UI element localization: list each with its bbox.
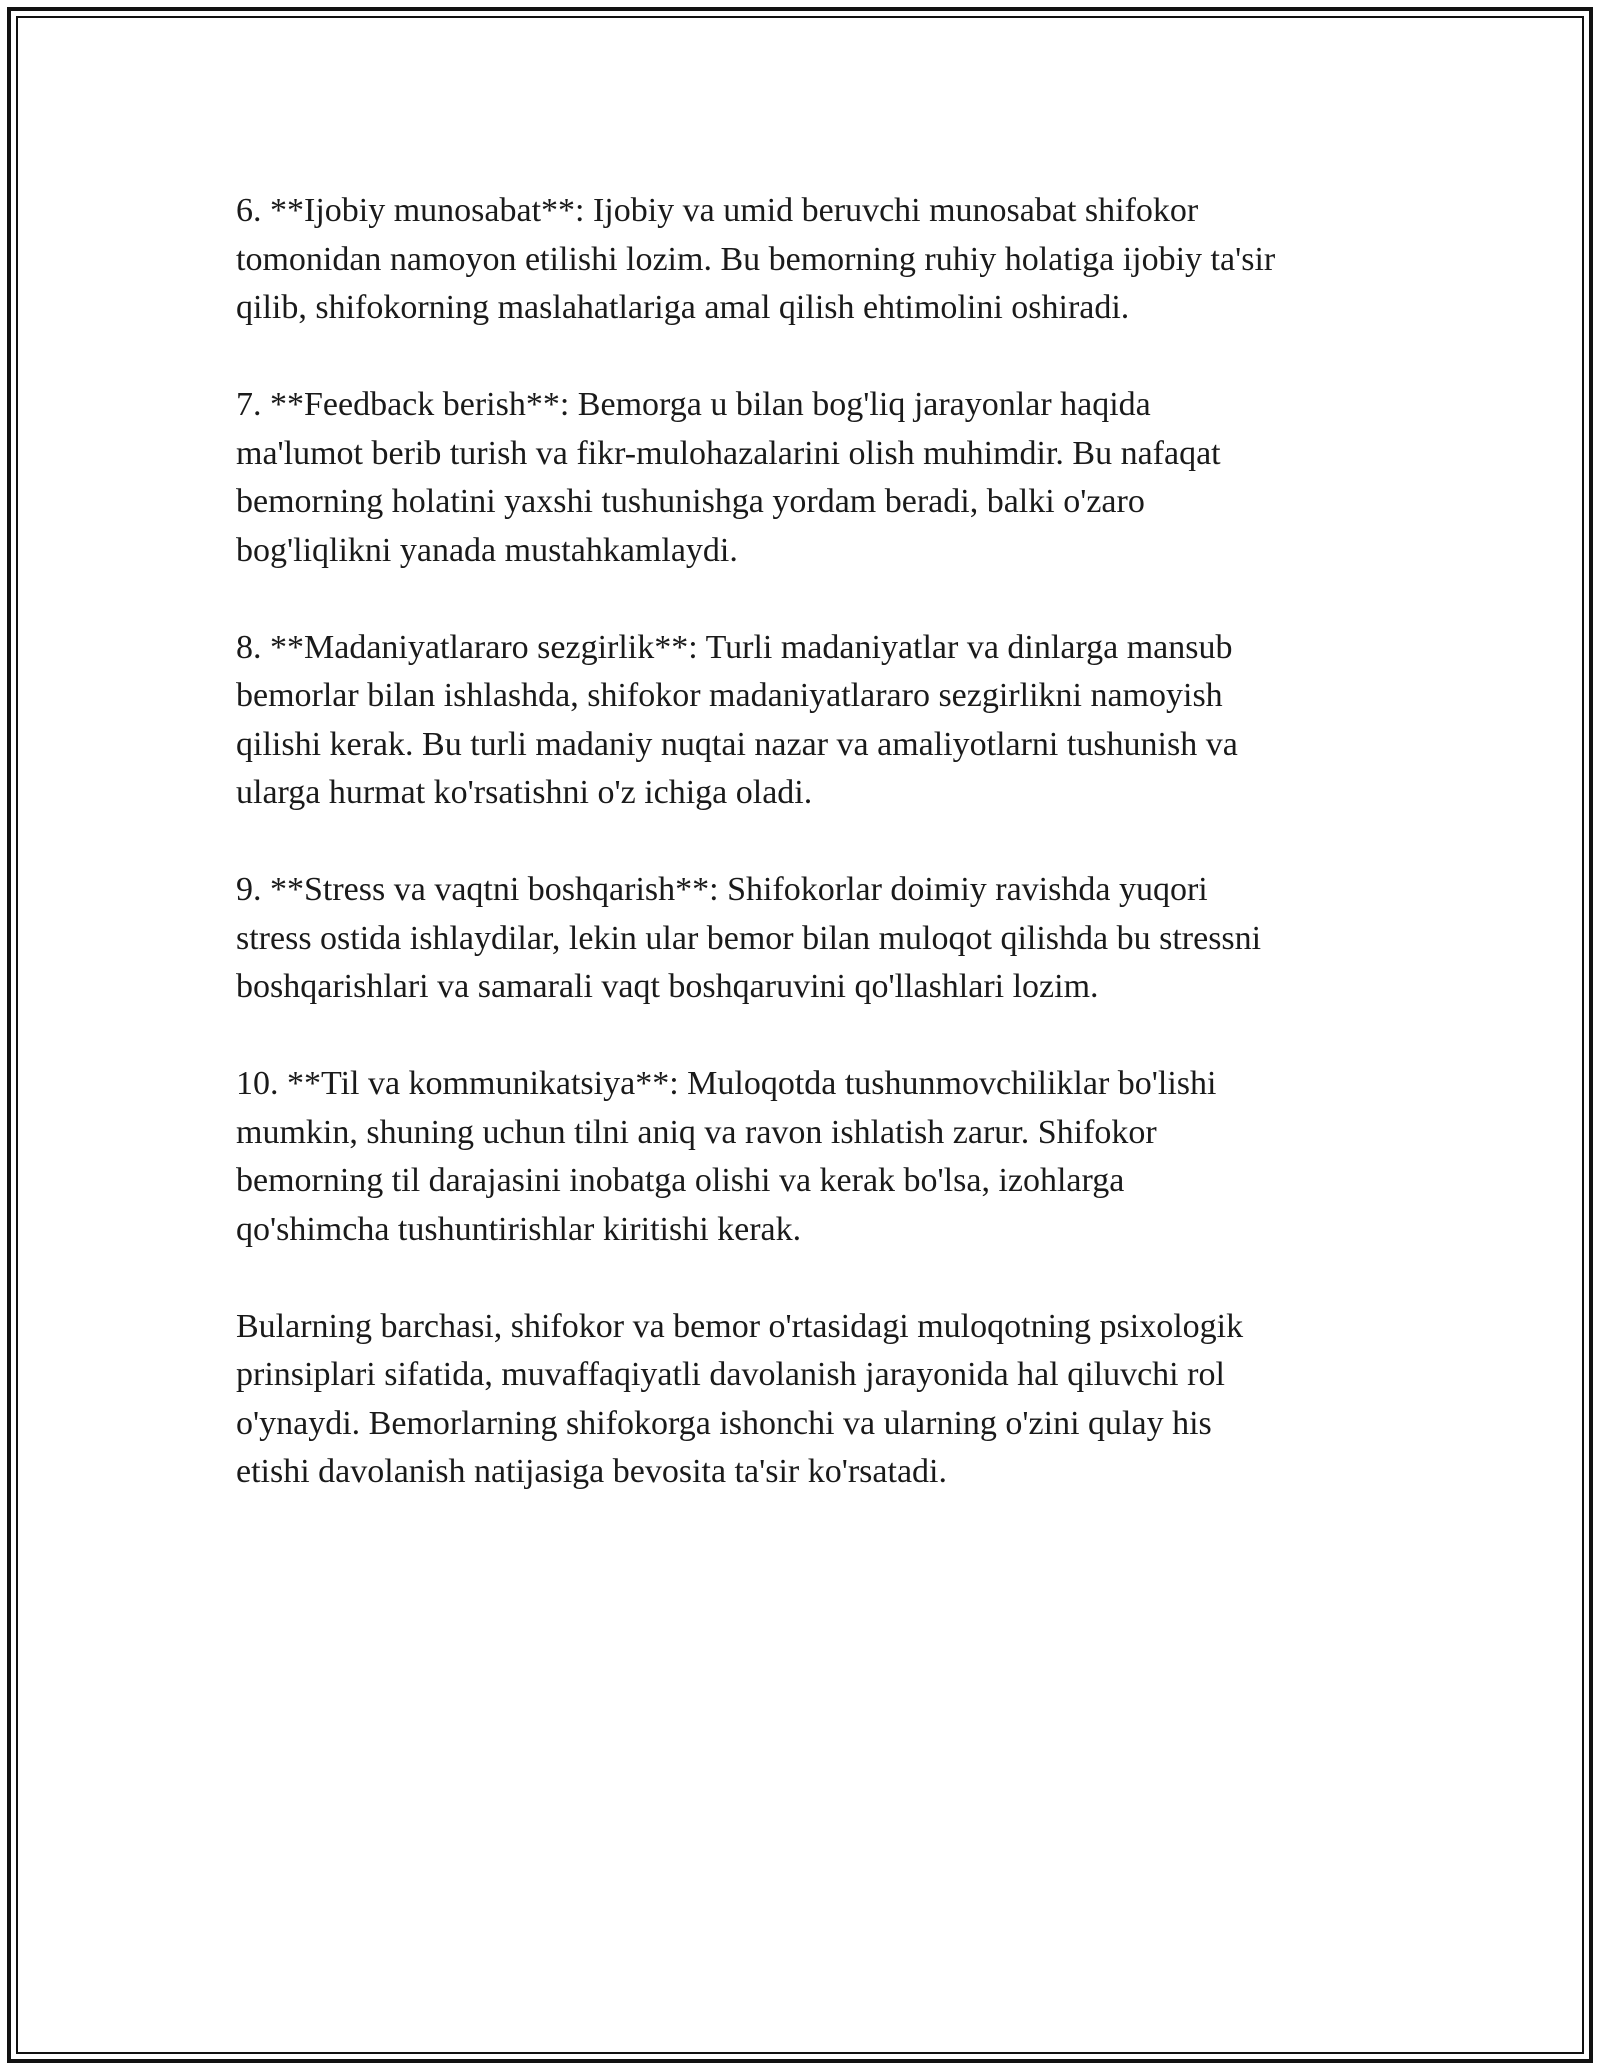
text-line: mumkin, shuning uchun tilni aniq va ravon ishlatish zarur. Shifokor bbox=[236, 1113, 1157, 1151]
text-line: etishi davolanish natijasiga bevosita ta'sir ko'rsatadi. bbox=[236, 1453, 947, 1490]
text-line: bemorning holatini yaxshi tushunishga yordam beradi, balki o'zaro bbox=[236, 483, 1145, 520]
paragraph-item-9 bbox=[236, 866, 1386, 1012]
text-line: 9. **Stress va vaqtni boshqarish**: Shifokorlar doimiy ravishda yuqori bbox=[236, 871, 1208, 908]
text-line: ma'lumot berib turish va fikr-mulohazalarini olish muhimdir. Bu nafaqat bbox=[236, 434, 1221, 472]
text-line: 8. **Madaniyatlararo sezgirlik**: Turli madaniyatlar va dinlarga mansub bbox=[236, 628, 1233, 666]
paragraph-item-8 bbox=[236, 624, 1386, 818]
paragraph-item-6 bbox=[236, 187, 1386, 333]
text-line: 6. **Ijobiy munosabat**: Ijobiy va umid beruvchi munosabat shifokor bbox=[236, 192, 1199, 229]
text-line: ularga hurmat ko'rsatishni o'z ichiga oladi. bbox=[236, 774, 813, 811]
text-line: prinsiplari sifatida, muvaffaqiyatli davolanish jarayonida hal qiluvchi rol bbox=[236, 1356, 1225, 1393]
text-line: bemorlar bilan ishlashda, shifokor madaniyatlararo sezgirlikni namoyish bbox=[236, 677, 1223, 714]
text-line: 10. **Til va kommunikatsiya**: Muloqotda tushunmovchiliklar bo'lishi bbox=[236, 1065, 1217, 1102]
paragraph-item-10 bbox=[236, 1060, 1386, 1254]
paragraph-item-7 bbox=[236, 381, 1386, 575]
text-line: bemorning til darajasini inobatga olishi va kerak bo'lsa, izohlarga bbox=[236, 1162, 1125, 1199]
document-body bbox=[236, 187, 1386, 1545]
text-line: qilib, shifokorning maslahatlariga amal qilish ehtimolini oshiradi. bbox=[236, 289, 1130, 326]
text-line: Bularning barchasi, shifokor va bemor o'rtasidagi muloqotning psixologik bbox=[236, 1307, 1244, 1345]
text-line: qilishi kerak. Bu turli madaniy nuqtai nazar va amaliyotlarni tushunish va bbox=[236, 725, 1238, 763]
text-line: 7. **Feedback berish**: Bemorga u bilan bog'liq jarayonlar haqida bbox=[236, 386, 1151, 423]
text-line: bog'liqlikni yanada mustahkamlaydi. bbox=[236, 531, 738, 569]
text-line: o'ynaydi. Bemorlarning shifokorga ishonchi va ularning o'zini qulay his bbox=[236, 1404, 1212, 1442]
text-line: tomonidan namoyon etilishi lozim. Bu bemorning ruhiy holatiga ijobiy ta'sir bbox=[236, 240, 1276, 278]
text-line: boshqarishlari va samarali vaqt boshqaruvini qo'llashlari lozim. bbox=[236, 968, 1099, 1005]
text-line: qo'shimcha tushuntirishlar kiritishi kerak. bbox=[236, 1210, 802, 1248]
paragraph-conclusion bbox=[236, 1303, 1386, 1497]
text-line: stress ostida ishlaydilar, lekin ular bemor bilan muloqot qilishda bu stressni bbox=[236, 919, 1262, 957]
